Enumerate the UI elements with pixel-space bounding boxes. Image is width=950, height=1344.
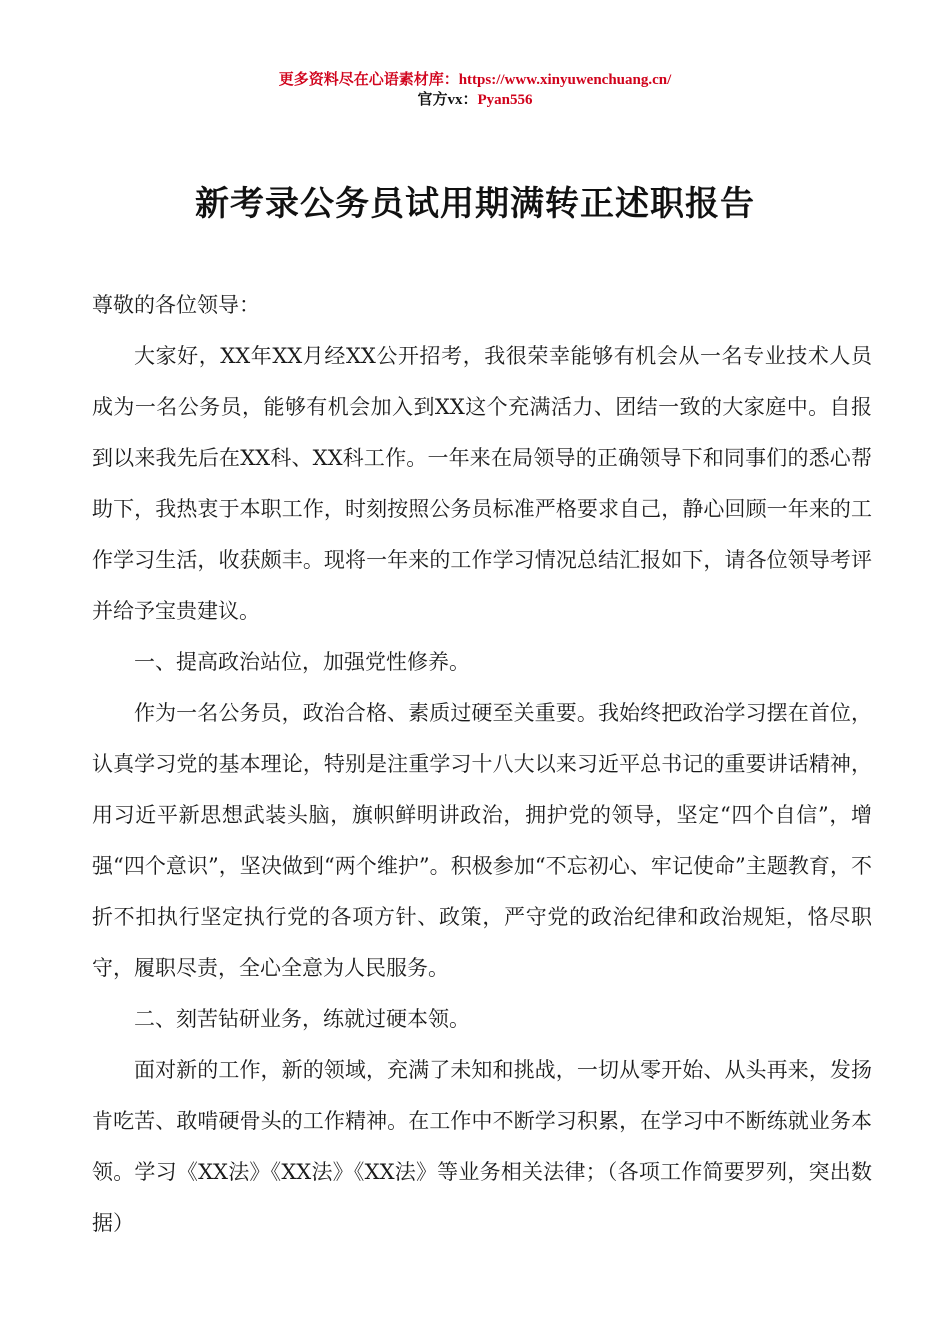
header-source-label: 更多资料尽在心语素材库： [278,72,459,88]
document-title: 新考录公务员试用期满转正述职报告 [195,184,755,224]
header-vx-value: Pyan556 [477,92,533,108]
page-header [0,70,950,110]
section-heading-1: 一、提高政治站位，加强党性修养。 [134,650,470,674]
paragraph-section-2: 面对新的工作，新的领域，充满了未知和挑战，一切从零开始、从头再来，发扬肯吃苦、敢啃硬骨头的工作精神。在工作中不断学习积累，在学习中不断练就业务本领。学习《XX法》《XX法》《XX法》等业务相关法律；（各项工作简要罗列，突出数据） [92,1058,872,1235]
header-source-link[interactable]: https://www.xinyuwenchuang.cn/ [458,72,672,88]
salutation: 尊敬的各位领导： [92,293,260,317]
header-line-1 [0,70,950,90]
section-heading-2: 二、刻苦钻研业务，练就过硬本领。 [134,1007,470,1031]
header-vx-label: 官方vx： [417,92,478,108]
document-body [92,280,872,1249]
paragraph-section-1: 作为一名公务员，政治合格、素质过硬至关重要。我始终把政治学习摆在首位，认真学习党的基本理论，特别是注重学习十八大以来习近平总书记的重要讲话精神，用习近平新思想武装头脑，旗帜鲜明讲政治，拥护党的领导，坚定“四个自信”，增强“四个意识”，坚决做到“两个维护”。积极参加“不忘初心、牢记使命”主题教育，不折不扣执行坚定执行党的各项方针、政策，严守党的政治纪律和政治规矩，恪尽职守，履职尽责，全心全意为人民服务。 [92,701,872,980]
paragraph-intro: 大家好，XX年XX月经XX公开招考，我很荣幸能够有机会从一名专业技术人员成为一名公务员，能够有机会加入到XX这个充满活力、团结一致的大家庭中。自报到以来我先后在XX科、XX科工作。一年来在局领导的正确领导下和同事们的悉心帮助下，我热衷于本职工作，时刻按照公务员标准严格要求自己，静心回顾一年来的工作学习生活，收获颇丰。现将一年来的工作学习情况总结汇报如下，请各位领导考评并给予宝贵建议。 [92,344,872,623]
header-line-2 [0,90,950,110]
